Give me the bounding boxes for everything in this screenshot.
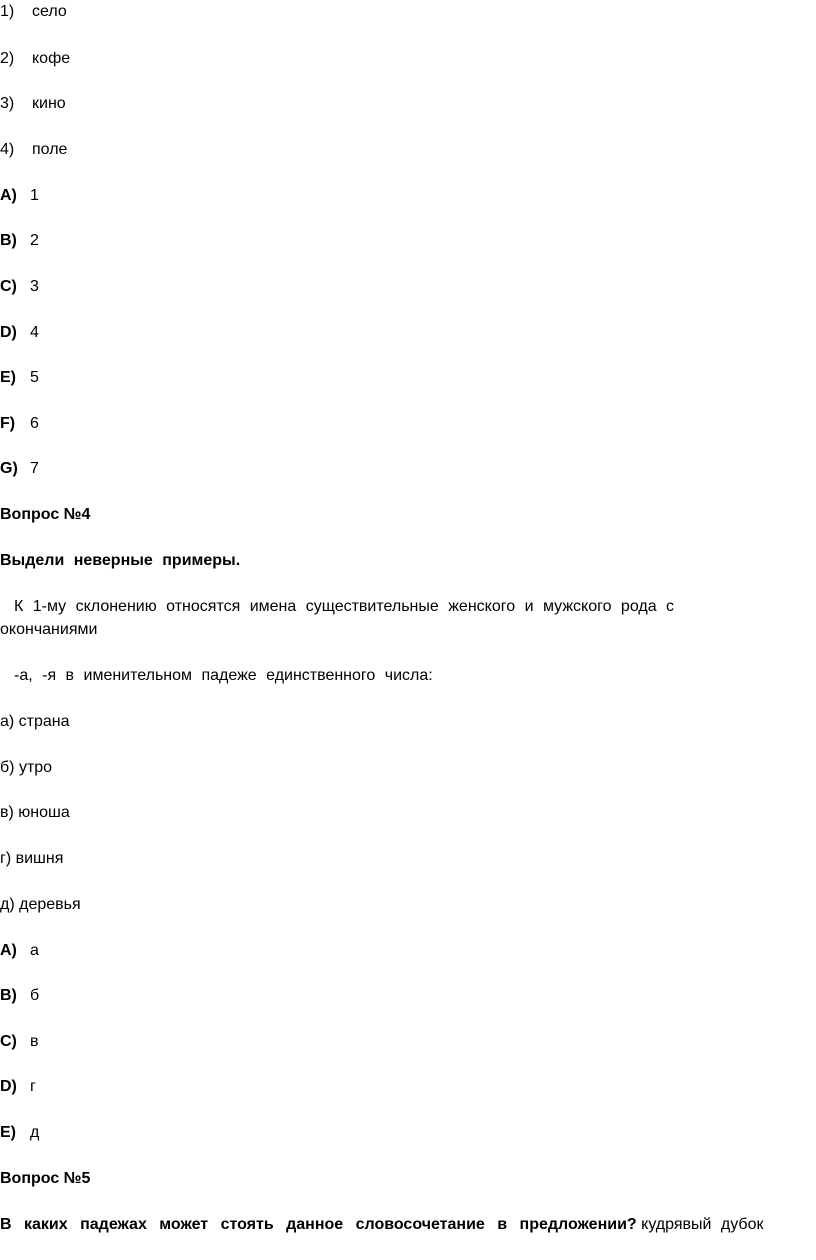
question-text-tail: кудрявый дубок bbox=[641, 1216, 764, 1233]
option-text: в bbox=[30, 1033, 39, 1050]
option-letter: E) bbox=[0, 369, 16, 386]
example-item: д) деревья bbox=[0, 896, 81, 913]
answer-option-b[interactable] bbox=[0, 231, 39, 251]
example-item: в) юноша bbox=[0, 804, 70, 821]
option-text: г bbox=[30, 1078, 36, 1095]
answer-option-e[interactable] bbox=[0, 368, 39, 388]
option-text: 1 bbox=[30, 187, 39, 204]
option-letter: A) bbox=[0, 187, 17, 204]
list-item bbox=[0, 49, 70, 69]
answer-option-a[interactable] bbox=[0, 186, 39, 206]
option-text: д bbox=[30, 1124, 40, 1141]
list-item-text: село bbox=[32, 3, 67, 20]
option-text: 3 bbox=[30, 278, 39, 295]
answer-option-a[interactable] bbox=[0, 941, 39, 961]
option-text: 5 bbox=[30, 369, 39, 386]
list-item-text: кино bbox=[32, 95, 66, 112]
example-item: г) вишня bbox=[0, 850, 64, 867]
answer-option-e[interactable] bbox=[0, 1123, 39, 1143]
option-letter: G) bbox=[0, 460, 18, 477]
option-letter: B) bbox=[0, 987, 17, 1004]
list-item-text: поле bbox=[32, 141, 68, 158]
option-text: 6 bbox=[30, 415, 39, 432]
option-text: 4 bbox=[30, 324, 39, 341]
list-item-number: 2) bbox=[0, 50, 15, 67]
option-text: 2 bbox=[30, 232, 39, 249]
option-letter: E) bbox=[0, 1124, 16, 1141]
question-statement: окончаниями bbox=[0, 621, 98, 638]
option-text: б bbox=[30, 987, 40, 1004]
list-item-text: кофе bbox=[32, 50, 71, 67]
option-text: а bbox=[30, 942, 39, 959]
option-letter: C) bbox=[0, 1033, 17, 1050]
list-item-number: 1) bbox=[0, 3, 15, 20]
list-item-number: 4) bbox=[0, 141, 15, 158]
answer-option-f[interactable] bbox=[0, 414, 39, 434]
example-item: б) утро bbox=[0, 759, 53, 776]
option-letter: A) bbox=[0, 942, 17, 959]
option-letter: F) bbox=[0, 415, 16, 432]
answer-option-c[interactable] bbox=[0, 1032, 39, 1052]
option-letter: D) bbox=[0, 1078, 17, 1095]
option-text: 7 bbox=[30, 460, 39, 477]
question-title: Вопрос №4 bbox=[0, 506, 91, 523]
example-item: а) страна bbox=[0, 713, 70, 730]
question-title: Вопрос №5 bbox=[0, 1170, 91, 1187]
answer-option-d[interactable] bbox=[0, 1077, 36, 1097]
list-item bbox=[0, 140, 67, 160]
list-item-number: 3) bbox=[0, 95, 15, 112]
list-item bbox=[0, 2, 67, 22]
answer-option-g[interactable] bbox=[0, 459, 39, 479]
answer-option-d[interactable] bbox=[0, 323, 39, 343]
answer-option-b[interactable] bbox=[0, 986, 39, 1006]
option-letter: C) bbox=[0, 278, 17, 295]
option-letter: D) bbox=[0, 324, 17, 341]
question-instruction: Выдели неверные примеры. bbox=[0, 552, 241, 569]
answer-option-c[interactable] bbox=[0, 277, 39, 297]
option-letter: B) bbox=[0, 232, 17, 249]
list-item bbox=[0, 94, 66, 114]
question-statement: К 1-му склонению относятся имена существительные женского и мужского рода с bbox=[14, 598, 675, 615]
question-text bbox=[0, 1215, 763, 1235]
question-statement: -а, -я в именительном падеже единственного числа: bbox=[14, 667, 433, 684]
question-text-bold: В каких падежах может стоять данное словосочетание в предложении? bbox=[0, 1216, 637, 1233]
